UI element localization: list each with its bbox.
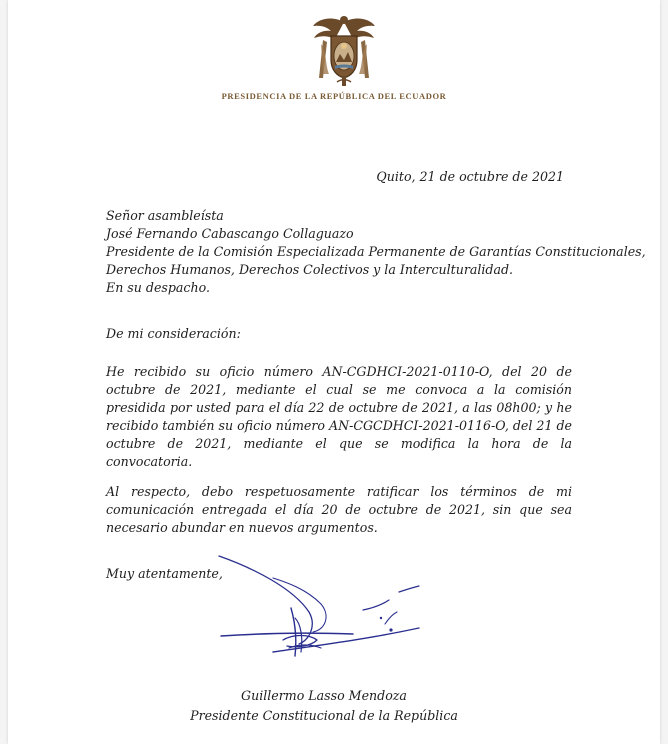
body-paragraph: He recibido su oficio número AN-CGDHCI-2021-0110-O, del 20 de octubre de 2021, mediante el cual se me convoca a la comisión presidida por usted para el día 22 de octubre de 2021, a las 08h00; y he recibido también su oficio número AN-CGCDHCI-2021-0116-O, del 21 de octubre de 2021, mediante el que se modifica la hora de la convocatoria. [106, 364, 572, 469]
salutation: De mi consideración: [106, 326, 241, 341]
addressee-block [106, 207, 646, 297]
signer-name: Guillermo Lasso Mendoza [241, 688, 407, 703]
addressee-line: Presidente de la Comisión Especializada Permanente de Garantías Constitucionales, [106, 244, 646, 259]
signer-title: Presidente Constitucional de la República [190, 708, 458, 723]
handwritten-signature [213, 548, 443, 678]
addressee-line: Señor asambleísta [106, 208, 224, 223]
addressee-line: José Fernando Cabascango Collaguazo [106, 226, 354, 241]
addressee-line: En su despacho. [106, 280, 210, 295]
body-paragraph: Al respecto, debo respetuosamente ratificar los términos de mi comunicación entregada el día 20 de octubre de 2021, sin que sea necesario abundar en nuevos argumentos. [106, 484, 572, 535]
letter-page [8, 0, 660, 744]
letter-date: Quito, 21 de octubre de 2021 [376, 169, 564, 184]
addressee-line: Derechos Humanos, Derechos Colectivos y la Interculturalidad. [106, 262, 514, 277]
closing: Muy atentamente, [106, 566, 223, 581]
institution-header: PRESIDENCIA DE LA REPÚBLICA DEL ECUADOR [221, 91, 447, 101]
ecuador-coat-of-arms-icon [309, 12, 379, 88]
